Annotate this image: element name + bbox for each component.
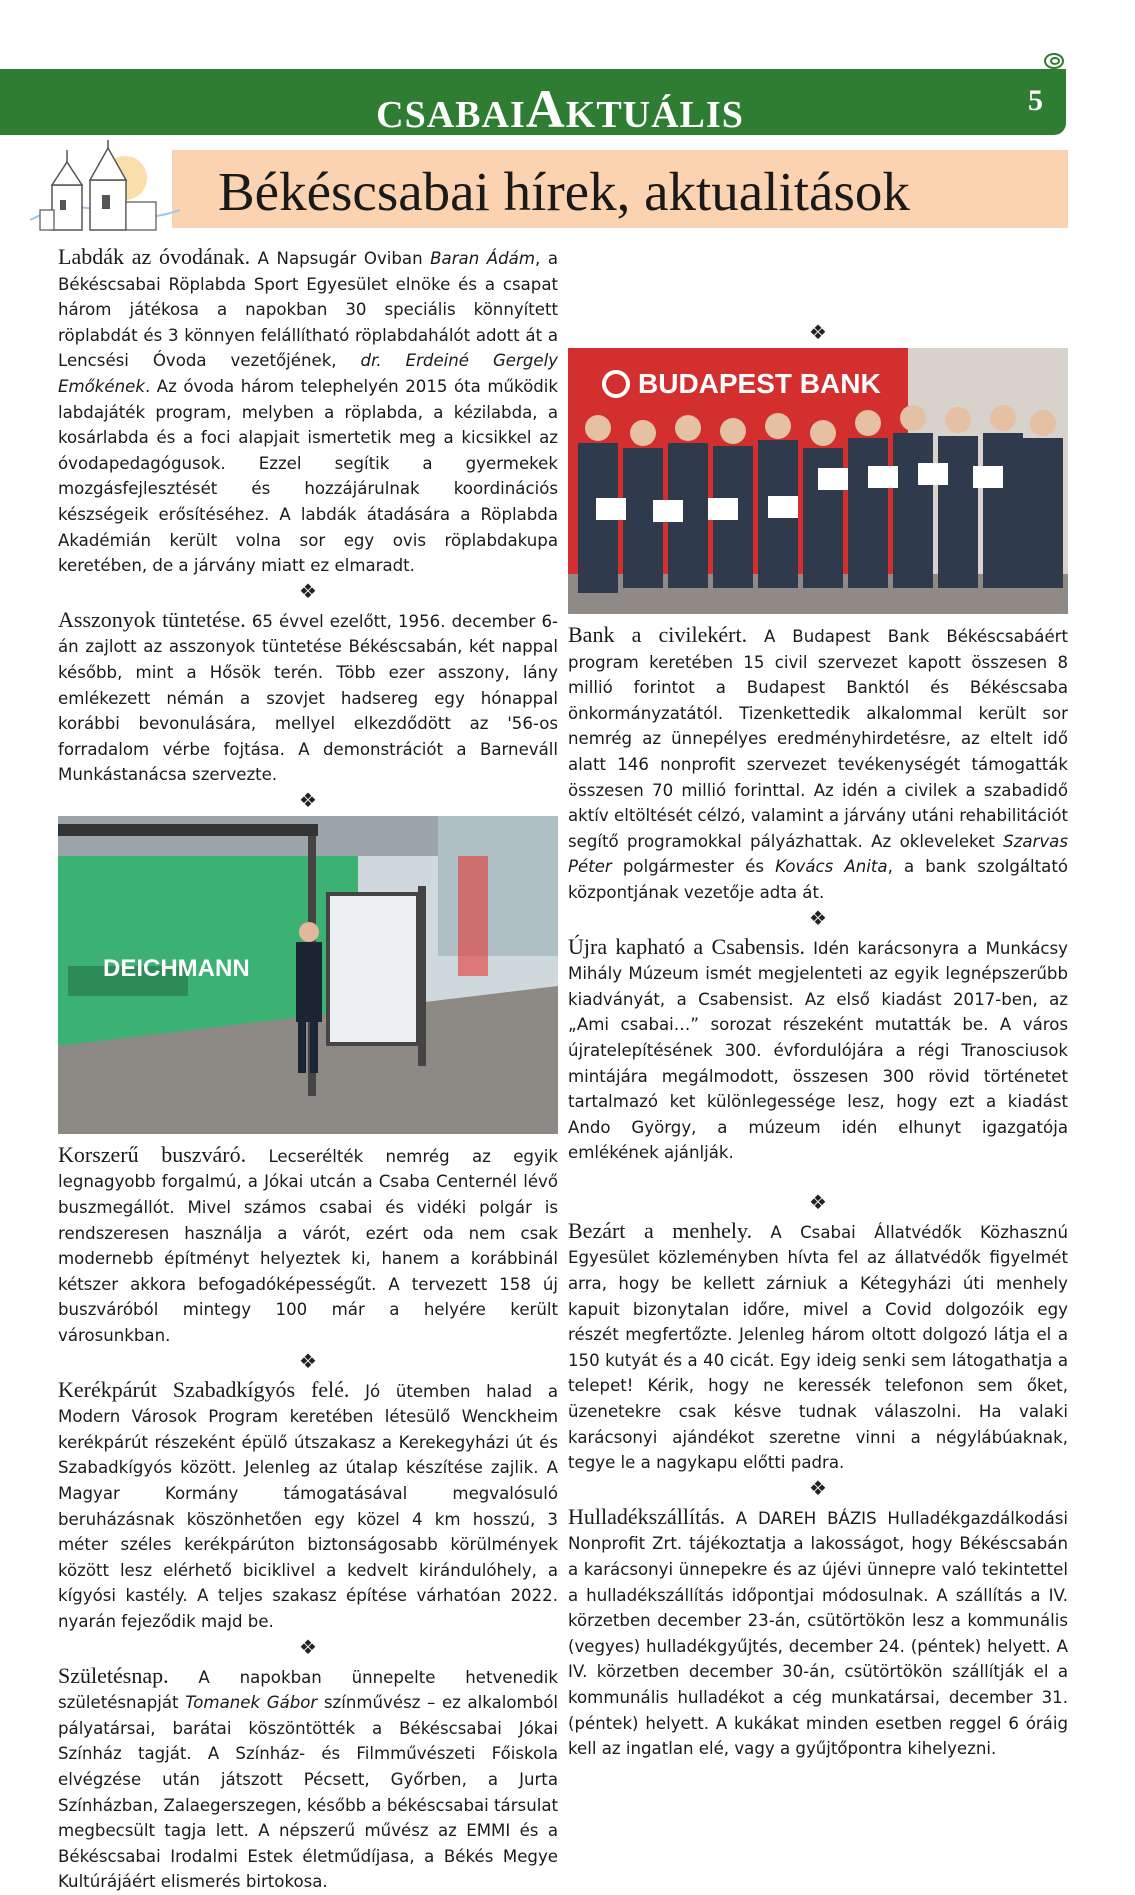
separator-ornament: ❖	[299, 787, 317, 812]
article-asszonyok: Asszonyok tüntetése. 65 évvel ezelőtt, 1956. december 6-án zajlott az asszonyok tüntetése Békéscsabán, két nappal később, mint a Hősök terén. Több ezer asszony, lány emlékezett némán a szovjet hadsereg egy hónappal korábbi bevonulására, mellyel elkezdődött az '56-os forradalom vérbe fojtása. A demonstrációt a Barneváll Munkástanácsa szervezte.	[58, 606, 558, 785]
article-title: Születésnap.	[58, 1662, 169, 1688]
separator-ornament: ❖	[299, 1348, 317, 1373]
article-szuletesnap: Születésnap. A napokban ünnepelte hetvenedik születésnapját Tomanek Gábor színművész – ez alkalomból pályatársai, barátai köszöntötték a Békéscsabai Jókai Színház tagját. A Színház- és Filmművészeti Főiskola elvégzése után játszott Pécsett, Győrben, a Jurta Színházban, Zalaegerszegen, később a békéscsabai társulat megbecsült tagja lett. A népszerű művész az EMMI és a Békéscsabai Irodalmi Estek életműdíjasa, a Békés Megye Kultúrájáért elismerés birtokosa.	[58, 1662, 558, 1892]
separator-ornament: ❖	[809, 1475, 827, 1500]
article-kerekparut: Kerékpárút Szabadkígyós felé. Jó ütemben halad a Modern Városok Program keretében létesülő Wenckheim kerékpárút részeként épülő útszakasz a Kerekegyházi út és Szabadkígyós között. Jelenleg az útalap készítése zajlik. A Magyar Kormány támogatásával megvalósuló beruházásnak köszönhetően egy közel 4 km hosszú, 3 méter széles kerékpárúton biztonságosabb körülmények között lesz elérhető biciklivel a kedvelt kirándulóhely, a kígyósi kastély. A teljes szakasz építése várhatóan 2022. nyarán fejeződik majd be.	[58, 1376, 558, 1631]
page-number: 5	[1028, 84, 1043, 117]
article-hulladek: Hulladékszállítás. A DAREH BÁZIS Hulladékgazdálkodási Nonprofit Zrt. tájékoztatja a lakosságot, hogy Békéscsabán a karácsonyi ünnepekre és az újévi ünnepre való tekintettel a hulladékszállítás időpontjai módosulnak. A szállítás a IV. körzetben december 23-án, csütörtökön lesz a kommunális (vegyes) hulladékgyűjtés, december 24. (péntek) helyett. A IV. körzetben december 30-án, csütörtökön szállítják el a kommunális hulladékot a cég munkatársai, december 31. (péntek) helyett. A kukákat minden esetben reggel 6 óráig kell az ingatlan elé, vagy a gyűjtőpontra kihelyezni.	[568, 1503, 1068, 1759]
left-column	[58, 244, 558, 1895]
article-labdak: Labdák az óvodának. A Napsugár Oviban Baran Ádám, a Békéscsabai Röplabda Sport Egyesület elnöke és a csapat három játékosa a napokban 30 speciális könnyített röplabdát és 3 könnyen felállítható röplabdahálót adott át a Lencsési Óvoda vezetőjének, dr. Erdeiné Gergely Emőkének. Az óvoda három telephelyén 2015 óta működik labdajáték program, melyben a röplabda, a kézilabda, a kosárlabda és a foci alapjait ismertetik meg a kicsikkel az óvodapedagógusok. Ezzel segítik a gyermekek mozgásfejlesztését és hozzájárulnak koordinációs készségeik erősítéséhez. A labdák átadására a Röplabda Akadémián került volna sor egy ovis röplabdakupa keretében, de a járvány miatt ez elmaradt.	[58, 244, 559, 576]
masthead-small: CSABAI	[376, 94, 526, 136]
article-title: Kerékpárút Szabadkígyós felé.	[58, 1376, 350, 1402]
section-title: Békéscsabai hírek, aktualitások	[218, 161, 910, 222]
article-title: Újra kapható a Csabensis.	[568, 933, 806, 959]
article-title: Bank a civilekért.	[568, 622, 748, 647]
separator-ornament: ❖	[299, 1634, 317, 1659]
masthead-rest: KTUÁLIS	[565, 94, 744, 136]
separator-ornament: ❖	[809, 320, 827, 344]
article-title: Hulladékszállítás.	[568, 1503, 726, 1529]
budapest-bank-photo	[568, 348, 1068, 614]
article-title: Asszonyok tüntetése.	[58, 606, 246, 632]
article-csabensis: Újra kapható a Csabensis. Idén karácsonyra a Munkácsy Mihály Múzeum ismét megjelenteti az egyik legnépszerűbb kiadványát, a Csabensist. Az első kiadást 2017-ben, az „Ami csabai…” sorozat részeként mutatták be. A város újratelepítésének 300. évfordulójára a régi Tranosciusok mintájára megálmodott, összesen 300 rövid történetet tartalmazó ket különlegessége lesz, hogy ezt a kiadást Ando György, a múzeum idén elhunyt igazgatója emlékének ajánlják.	[568, 933, 1069, 1163]
store-sign-text: DEICHMANN	[103, 954, 250, 982]
article-title: Bezárt a menhely.	[568, 1217, 753, 1243]
church-illustration-icon	[30, 140, 180, 240]
masthead-initial: A	[525, 79, 566, 139]
article-menhely: Bezárt a menhely. A Csabai Állatvédők Közhasznú Egyesület közleményben hívta fel az állatvédők figyelmét arra, hogy be kellett zárniuk a Kétegyházi úti menhely kapuit bizonytalan időre, mivel a Covid dolgozóik egy részét megfertőzte. Jelenleg három oltott dolgozó látja el a 150 kutyát és a 40 cicát. Egy ideig senki sem látogathatja a telepet! Kérik, hogy ne keressék telefonon sem őket, üzenetekre csak késve tudnak válaszolni. Ha valaki karácsonyi ajándékot szeretne vinni a négylábúaknak, tegye le a nagykapu előtti padra.	[568, 1217, 1068, 1473]
article-bank: Bank a civilekért. A Budapest Bank Békéscsabáért program keretében 15 civil szervezet kapott összesen 8 millió forintot a Budapest Banktól és Békéscsaba önkormányzatától. Tizenkettedik alkalommal került sor nemrég az ünnepélyes eredményhirdetésre, az eltelt idő alatt 146 nonprofit szervezet tevékenységét támogatták összesen 70 millió forinttal. Az idén a civilek a szabadidő aktív eltöltését célzó, valamint a járvány utáni rehabilitációt segítő programokkal pályázhattak. Az okleveleket Szarvas Péter polgármester és Kovács Anita, a bank szolgáltató központjának vezetője adta át.	[568, 622, 1068, 902]
bus-stop-photo	[58, 816, 558, 1134]
swirl-ornament-icon	[1043, 52, 1065, 70]
article-buszvaro: Korszerű buszváró. Lecserélték nemrég az egyik legnagyobb forgalmú, a Jókai utcán a Csaba Centernél lévő buszmegállót. Mivel számos csabai és vidéki polgár is rendszeresen használja a várót, ezért oda nem csak modernebb építményt helyeztek ki, hanem a korábbinál kétszer akkora befogadóképességűt. A tervezett 158 új buszváróból mintegy 100 már a helyére került városunkban.	[58, 1141, 558, 1346]
separator-ornament: ❖	[809, 905, 827, 930]
masthead	[340, 78, 780, 140]
right-column	[568, 244, 1068, 1762]
separator-ornament: ❖	[299, 578, 317, 603]
article-title: Labdák az óvodának.	[58, 244, 251, 269]
article-title: Korszerű buszváró.	[58, 1141, 247, 1167]
bank-sign-text: BUDAPEST BANK	[638, 368, 881, 399]
separator-ornament: ❖	[809, 1189, 827, 1214]
